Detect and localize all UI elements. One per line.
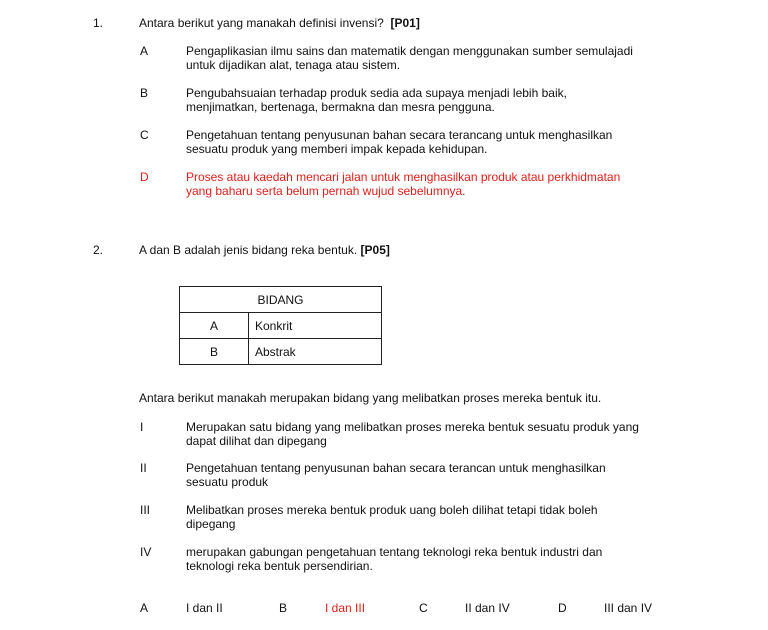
q1-option-a-text	[186, 44, 633, 72]
q1-option-d-line-1: Proses atau kaedah mencari jalan untuk menghasilkan produk atau perkhidmatan	[186, 170, 621, 184]
statement-2-text	[186, 461, 606, 489]
q1-option-c-text	[186, 128, 612, 156]
statement-1-line-2: dapat dilihat dan dipegang	[186, 434, 327, 448]
q1-option-d-line-2: yang baharu serta belum pernah wujud sebelumnya.	[186, 184, 466, 198]
q1-option-a-line-2: untuk dijadikan alat, tenaga atau sistem.	[186, 58, 401, 72]
q1-option-c-letter: C	[140, 128, 149, 142]
statement-3-line-2: dipegang	[186, 517, 236, 531]
question-1-code: [P01]	[390, 16, 420, 30]
statement-2-numeral: II	[140, 461, 147, 475]
table-cell-value: Konkrit	[249, 313, 382, 339]
choice-b-text: I dan III	[325, 601, 366, 615]
choice-c-letter: C	[419, 601, 428, 615]
table-cell-letter: A	[180, 313, 249, 339]
q1-option-b-line-1: Pengubahsuaian terhadap produk sedia ada supaya menjadi lebih baik,	[186, 86, 567, 100]
q1-option-d-text	[186, 170, 620, 198]
statement-2-line-1: Pengetahuan tentang penyusunan bahan secara terancan untuk menghasilkan	[186, 461, 606, 475]
statement-4-numeral: IV	[140, 545, 152, 559]
bidang-table	[179, 286, 382, 365]
choice-d-letter: D	[558, 601, 567, 615]
statement-2-line-2: sesuatu produk	[186, 475, 269, 489]
question-2-code: [P05]	[360, 243, 390, 257]
statement-3-line-1: Melibatkan proses mereka bentuk produk uang boleh dilihat tetapi tidak boleh	[186, 503, 598, 517]
table-row	[180, 313, 382, 339]
question-1-stem: Antara berikut yang manakah definisi invensi?	[139, 16, 384, 30]
question-1-number: 1.	[93, 16, 104, 30]
statement-3-text	[186, 503, 598, 531]
choice-c-text: II dan IV	[465, 601, 510, 615]
question-1-text	[139, 16, 420, 30]
q1-option-a-line-1: Pengaplikasian ilmu sains dan matematik dengan menggunakan sumber semulajadi	[186, 44, 633, 58]
statement-1-text	[186, 420, 639, 448]
q1-option-c-line-2: sesuatu produk yang memberi impak kepada kehidupan.	[186, 142, 488, 156]
q1-option-b-text	[186, 86, 567, 114]
statement-1-numeral: I	[140, 420, 144, 434]
question-2-text	[139, 243, 390, 257]
table-row	[180, 339, 382, 365]
statement-4-text	[186, 545, 602, 573]
choice-d-text: III dan IV	[604, 601, 653, 615]
question-2-stem: A dan B adalah jenis bidang reka bentuk.	[139, 243, 358, 257]
q1-option-a-letter: A	[140, 44, 149, 58]
choice-a-text: I dan II	[186, 601, 223, 615]
statement-3-numeral: III	[140, 503, 151, 517]
choice-b-letter: B	[279, 601, 288, 615]
statement-4-line-2: teknologi reka bentuk persendirian.	[186, 559, 373, 573]
q1-option-b-letter: B	[140, 86, 149, 100]
statement-1-line-1: Merupakan satu bidang yang melibatkan proses mereka bentuk sesuatu produk yang	[186, 420, 639, 434]
question-2-number: 2.	[93, 243, 104, 257]
choice-a-letter: A	[140, 601, 149, 615]
q1-option-d-letter: D	[140, 170, 149, 184]
statement-4-line-1: merupakan gabungan pengetahuan tentang teknologi reka bentuk industri dan	[186, 545, 603, 559]
question-2-prompt: Antara berikut manakah merupakan bidang yang melibatkan proses mereka bentuk itu.	[139, 391, 602, 405]
table-header: BIDANG	[180, 287, 382, 313]
table-cell-letter: B	[180, 339, 249, 365]
table-header-row	[180, 287, 382, 313]
q1-option-c-line-1: Pengetahuan tentang penyusunan bahan secara terancang untuk menghasilkan	[186, 128, 613, 142]
q1-option-b-line-2: menjimatkan, bertenaga, bermakna dan mesra pengguna.	[186, 100, 495, 114]
table-cell-value: Abstrak	[249, 339, 382, 365]
